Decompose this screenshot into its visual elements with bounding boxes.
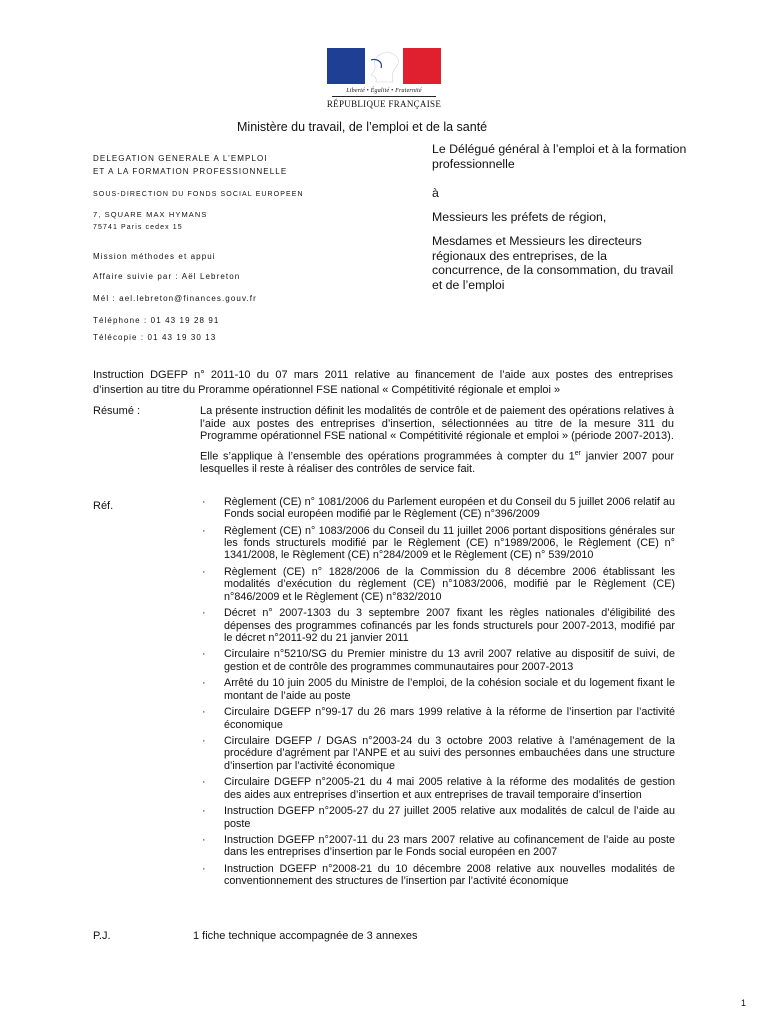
- ref-label: Réf.: [93, 500, 114, 512]
- addressee-prefets: Messieurs les préfets de région,: [432, 210, 607, 224]
- pj-text: 1 fiche technique accompagnée de 3 annexes: [193, 930, 418, 942]
- sender-telephone: Téléphone : 01 43 19 28 91: [93, 316, 220, 325]
- reference-item: · Décret n° 2007-1303 du 3 septembre 2007 fixant les règles nationales d’éligibilité des dépenses des programmes cofinancés par les fonds structurels pour 2007-2013, modifié par le décret n°2011-92 du 21 janvier 2011: [202, 607, 675, 644]
- reference-item: · Instruction DGEFP n°2005-27 du 27 juillet 2005 relative aux modalités de calcul de l’aide au poste: [202, 805, 675, 830]
- reference-item: · Instruction DGEFP n°2008-21 du 10 décembre 2008 relative aux nouvelles modalités de conventionnement des structures de l’insertion par l’activité économique: [202, 862, 675, 888]
- reference-item: · Circulaire n°5210/SG du Premier ministre du 13 avril 2007 relative au dispositif de suivi, de gestion et de contrôle des programmes communautaires pour 2007-2013: [202, 648, 675, 673]
- sender-sous-direction: SOUS-DIRECTION DU FONDS SOCIAL EUROPEEN: [93, 191, 304, 198]
- addressee-directeurs: Mesdames et Messieurs les directeurs régionaux des entreprises, de la concurrence, de la consommation, du travail et de l’emploi: [432, 234, 674, 292]
- instruction-subject: Instruction DGEFP n° 2011-10 du 07 mars 2011 relative au financement de l’aide aux postes des entreprises d’insertion au titre du Proramme opérationnel FSE national « Compétitivité régionale et emploi »: [93, 369, 673, 396]
- sender-delegation: [93, 152, 287, 178]
- addressee-a: à: [432, 186, 439, 200]
- reference-item: · Arrêté du 10 juin 2005 du Ministre de l’emploi, de la cohésion sociale et du logement fixant le montant de l’aide au poste: [202, 677, 675, 702]
- reference-item: · Règlement (CE) n° 1083/2006 du Conseil du 11 juillet 2006 portant dispositions générales sur les fonds structurels modifié par le Règlement (CE) n°1989/2006, le Règlement (CE) n° 1341/2008, le Règlement (CE) n°284/2009 et le Règlement (CE) n° 539/2010: [202, 524, 675, 562]
- reference-item: · Circulaire DGEFP / DGAS n°2003-24 du 3 octobre 2003 relative à l’aménagement de la procédure d’agrément par l’ANPE et au suivi des personnes embauchées dans une structure d’insertion par l’activité économique: [202, 735, 675, 772]
- marianne-profile-icon: [357, 50, 409, 84]
- delegation-line-2: ET A LA FORMATION PROFESSIONNELLE: [93, 167, 288, 176]
- sender-address-line-1: 7, SQUARE MAX HYMANS: [93, 210, 208, 219]
- reference-item: · Instruction DGEFP n°2007-11 du 23 mars 2007 relative au cofinancement de l’aide au poste dans les entreprises d’insertion par le Fonds social européen en 2007: [202, 834, 675, 859]
- sender-address-line-2: 75741 Paris cedex 15: [93, 224, 183, 231]
- reference-item: · Règlement (CE) n° 1081/2006 du Parlement européen et du Conseil du 5 juillet 2006 relatif au Fonds social européen modifié par le Règlement (CE) n°396/2009: [202, 496, 675, 521]
- resume-paragraph-1: La présente instruction définit les modalités de contrôle et de paiement des opérations relatives à l’aide aux postes des entreprises d’insertion, sélectionnées au titre de la mesure 311 du Programme opérationnel FSE national « Compétitivité régionale et emploi » (période 2007-2013).: [200, 405, 674, 443]
- reference-list: [200, 496, 675, 892]
- logo-motto: Liberté • Égalité • Fraternité: [346, 88, 422, 94]
- sender-telecopie: Télécopie : 01 43 19 30 13: [93, 333, 217, 342]
- delegation-line-1: DELEGATION GENERALE A L’EMPLOI: [93, 154, 268, 163]
- republique-francaise-logo: [326, 48, 442, 109]
- ministry-title: Ministère du travail, de l’emploi et de la santé: [237, 120, 488, 134]
- pj-label: P.J.: [93, 930, 111, 942]
- reference-item: · Règlement (CE) n° 1828/2006 de la Commission du 8 décembre 2006 établissant les modalités d’exécution du règlement (CE) n°1083/2006, modifié par le Règlement (CE) n°846/2009 et le Règlement (CE) n°832/2010: [202, 566, 675, 603]
- reference-item: · Circulaire DGEFP n°99-17 du 26 mars 1999 relative à la réforme de l’insertion par l’activité économique: [202, 706, 675, 731]
- sender-title: Le Délégué général à l’emploi et à la formation professionnelle: [432, 142, 687, 171]
- resume-body: [200, 405, 674, 481]
- sender-mission: Mission méthodes et appui: [93, 252, 216, 261]
- logo-republic-name: RÉPUBLIQUE FRANÇAISE: [326, 99, 442, 109]
- sender-email[interactable]: Mél : ael.lebreton@finances.gouv.fr: [93, 294, 257, 303]
- resume-paragraph-2: Elle s’applique à l’ensemble des opérations programmées à compter du 1er janvier 2007 pour lesquelles il reste à réaliser des contrôles de service fait.: [200, 449, 674, 476]
- sender-affaire: Affaire suivie par : Aël Lebreton: [93, 272, 241, 281]
- marianne-flag-icon: [327, 48, 441, 84]
- page-number: 1: [741, 998, 747, 1008]
- resume-label: Résumé :: [93, 405, 141, 417]
- reference-item: · Circulaire DGEFP n°2005-21 du 4 mai 2005 relative à la réforme des modalités de gestion des aides aux entreprises d’insertion et aux entreprises de travail temporaire d’insertion: [202, 776, 675, 801]
